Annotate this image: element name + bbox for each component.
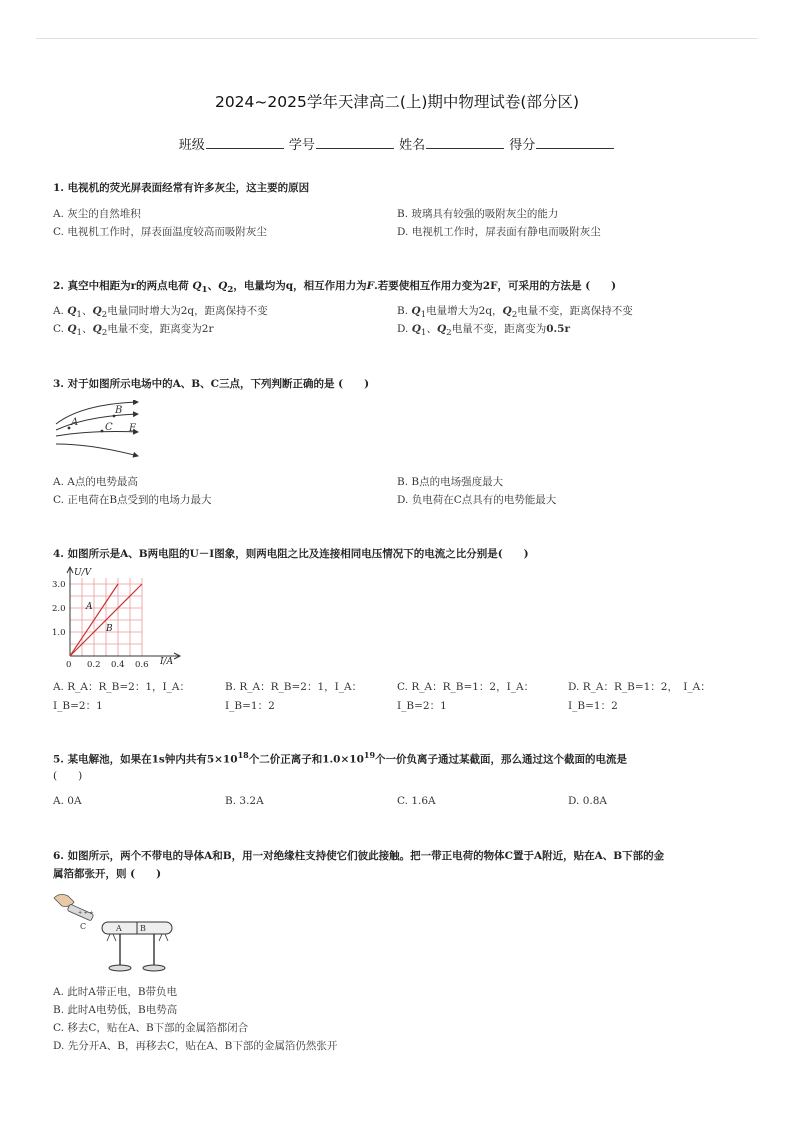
point-a (68, 427, 71, 430)
u-i-graph (46, 564, 186, 672)
q6-option-d: D. 先分开A、B，再移去C，贴在A、B下部的金属箔仍然张开 (53, 1040, 338, 1052)
label-a: A (71, 417, 79, 428)
student-id-blank[interactable] (316, 136, 394, 149)
electric-field-figure (52, 400, 152, 462)
x-tick: 0.4 (111, 660, 125, 670)
q4-option-c: C. R_A：R_B=1：2，I_A：I_B=2：1 (397, 681, 535, 712)
x-axis-label: I/A (160, 657, 174, 667)
q6-option-b: B. 此时A电势低，B电势高 (53, 1004, 178, 1016)
q2-stem: 2. 真空中相距为r的两点电荷 $Q_1$、$Q_2$，电量均为q，相互作用力为F.若要使相互作用力变为2F，可采用的方法是 ( ) (53, 280, 617, 296)
point-c (101, 430, 104, 433)
q4-option-a: A. R_A：R_B=2：1，I_A：I_B=2：1 (53, 681, 191, 712)
x-tick: 0.2 (87, 660, 101, 670)
q6-stem-cont: 属箔都张开，则 ( ) (53, 868, 162, 880)
q1-option-b: B. 玻璃具有较强的吸附灰尘的能力 (397, 208, 559, 220)
q6-option-c: C. 移去C，贴在A、B下部的金属箔都闭合 (53, 1022, 249, 1034)
line-a-label: A (86, 602, 93, 612)
q5-option-c: C. 1.6A (397, 795, 436, 807)
q2-option-b: B. $Q_1$电量增大为2q，$Q_2$电量不变，距离保持不变 (397, 305, 633, 321)
q1-option-a: A. 灰尘的自然堆积 (53, 208, 141, 220)
q4-option-b: B. R_A：R_B=2：1，I_A：I_B=1：2 (225, 681, 363, 712)
y-tick: 2.0 (52, 604, 66, 614)
q5-stem-bracket: ( ) (53, 770, 83, 782)
svg-text:+ + +: + + + (78, 910, 94, 916)
field-line (56, 402, 138, 424)
score-blank[interactable] (536, 136, 614, 149)
stand-base (143, 965, 165, 971)
q6-option-a: A. 此时A带正电，B带负电 (53, 986, 178, 998)
q5-option-a: A. 0A (53, 795, 82, 807)
q2-option-c: C. $Q_1$、$Q_2$电量不变，距离变为2r (53, 323, 214, 339)
label-a: A (116, 924, 122, 933)
conductor-figure (50, 888, 180, 976)
label-c: C (105, 422, 113, 433)
metal-foil (159, 934, 168, 941)
q3-option-d: D. 负电荷在C点具有的电势能最大 (397, 494, 557, 506)
y-tick: 1.0 (52, 628, 66, 638)
q3-option-a: A. A点的电势最高 (53, 476, 138, 488)
q2-option-d: D. $Q_1$、$Q_2$电量不变，距离变为0.5r (397, 323, 571, 339)
q6-stem: 6. 如图所示，两个不带电的导体A和B，用一对绝缘柱支持使它们彼此接触。把一带正电荷的物体C置于A附近，贴在A、B下部的金 (53, 850, 665, 862)
q5-stem: 5. 某电解池，如果在1s钟内共有$5\times 10^{18}$个二价正离子和$1.0\times 10^{19}$个一价负离子通过某截面，那么通过这个截面的电流是 (53, 750, 628, 766)
x-tick: 0.6 (135, 660, 149, 670)
q5-option-d: D. 0.8A (568, 795, 608, 807)
q3-stem: 3. 对于如图所示电场中的A、B、C三点，下列判断正确的是 ( ) (53, 378, 370, 390)
label-c: C (80, 922, 87, 931)
y-axis-label: U/V (74, 568, 92, 578)
metal-foil (107, 934, 116, 941)
label-e: E (129, 423, 137, 434)
label-b: B (140, 924, 146, 933)
class-blank[interactable] (206, 136, 284, 149)
field-line (56, 432, 138, 437)
student-info-line (0, 134, 794, 153)
q1-option-d: D. 电视机工作时，屏表面有静电而吸附灰尘 (397, 226, 601, 238)
stand-base (109, 965, 131, 971)
q4-stem: 4. 如图所示是A、B两电阻的U－I图象，则两电阻之比及连接相同电压情况下的电流之比分别是( ) (53, 548, 529, 560)
line-b-label: B (106, 624, 113, 634)
q1-stem: 1. 电视机的荧光屏表面经常有许多灰尘，这主要的原因 (53, 182, 310, 194)
student-id-label: 学号 (288, 138, 315, 153)
q3-option-b: B. B点的电场强度最大 (397, 476, 504, 488)
field-line (56, 444, 138, 456)
q3-option-c: C. 正电荷在B点受到的电场力最大 (53, 494, 212, 506)
q1-option-c: C. 电视机工作时，屏表面温度较高而吸附灰尘 (53, 226, 267, 238)
x-tick: 0 (66, 660, 72, 670)
top-divider (36, 38, 758, 39)
name-blank[interactable] (426, 136, 504, 149)
q4-option-d: D. R_A：R_B=1：2， I_A：I_B=1：2 (568, 681, 711, 712)
exam-title: 2024~2025学年天津高二(上)期中物理试卷(部分区) (214, 93, 580, 111)
label-b: B (115, 405, 123, 416)
q5-option-b: B. 3.2A (225, 795, 264, 807)
name-label: 姓名 (399, 138, 426, 153)
y-tick: 3.0 (52, 580, 66, 590)
q2-option-a: A. $Q_1$、$Q_2$电量同时增大为2q，距离保持不变 (53, 305, 268, 321)
class-label: 班级 (178, 138, 205, 153)
score-label: 得分 (509, 138, 536, 153)
